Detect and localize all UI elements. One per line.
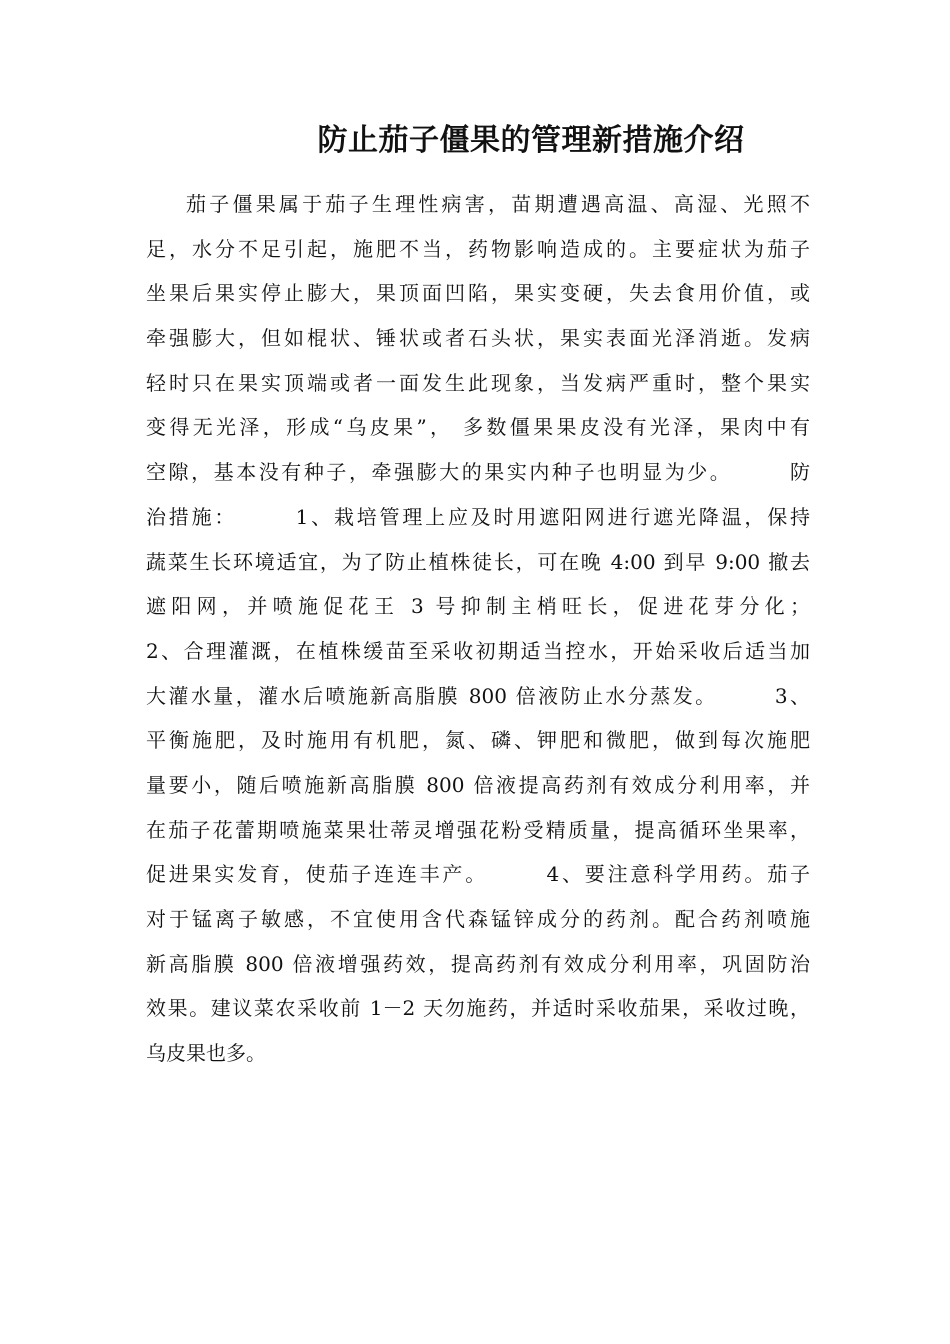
body-line: 促进果实发育，使茄子连连丰产。 4、要注意科学用药。茄子 — [146, 862, 810, 887]
body-line: 2、合理灌溉，在植株缓苗至采收初期适当控水，开始采收后适当加 — [146, 638, 810, 663]
body-line: 茄子僵果属于茄子生理性病害，苗期遭遇高温、高湿、光照不 — [186, 192, 810, 216]
body-line: 遮阳网，并喷施促花王 3 号抑制主梢旺长，促进花芽分化； — [146, 594, 810, 619]
body-line: 在茄子花蕾期喷施菜果壮蒂灵增强花粉受精质量，提高循环坐果率， — [146, 817, 810, 842]
body-line: 乌皮果也多。 — [146, 1041, 266, 1066]
body-line: 空隙，基本没有种子，牵强膨大的果实内种子也明显为少。 防 — [146, 460, 810, 485]
body-line: 新高脂膜 800 倍液增强药效，提高药剂有效成分利用率，巩固防治 — [146, 951, 810, 976]
body-line: 足，水分不足引起，施肥不当，药物影响造成的。主要症状为茄子 — [146, 236, 810, 261]
document-body — [146, 182, 810, 1076]
body-line: 量要小，随后喷施新高脂膜 800 倍液提高药剂有效成分利用率，并 — [146, 772, 810, 797]
body-line: 蔬菜生长环境适宜，为了防止植株徒长，可在晚 4:00 到早 9:00 撤去 — [146, 549, 810, 574]
document-title: 防止茄子僵果的管理新措施介绍 — [317, 123, 745, 158]
body-line: 治措施： 1、栽培管理上应及时用遮阳网进行遮光降温，保持 — [146, 504, 810, 529]
body-line: 大灌水量，灌水后喷施新高脂膜 800 倍液防止水分蒸发。 3、 — [146, 683, 810, 708]
body-line: 平衡施肥，及时施用有机肥，氮、磷、钾肥和微肥，做到每次施肥 — [146, 728, 810, 753]
body-line: 对于锰离子敏感，不宜使用含代森锰锌成分的药剂。配合药剂喷施 — [146, 907, 810, 931]
body-line: 坐果后果实停止膨大，果顶面凹陷，果实变硬，失去食用价值，或 — [146, 281, 810, 306]
body-line: 效果。建议菜农采收前 1－2 天勿施药，并适时采收茄果，采收过晚， — [146, 996, 810, 1021]
body-line: 变得无光泽，形成“乌皮果”， 多数僵果果皮没有光泽，果肉中有 — [146, 415, 810, 440]
body-line: 牵强膨大，但如棍状、锤状或者石头状，果实表面光泽消逝。发病 — [146, 326, 810, 351]
body-line: 轻时只在果实顶端或者一面发生此现象，当发病严重时，整个果实 — [146, 370, 810, 395]
